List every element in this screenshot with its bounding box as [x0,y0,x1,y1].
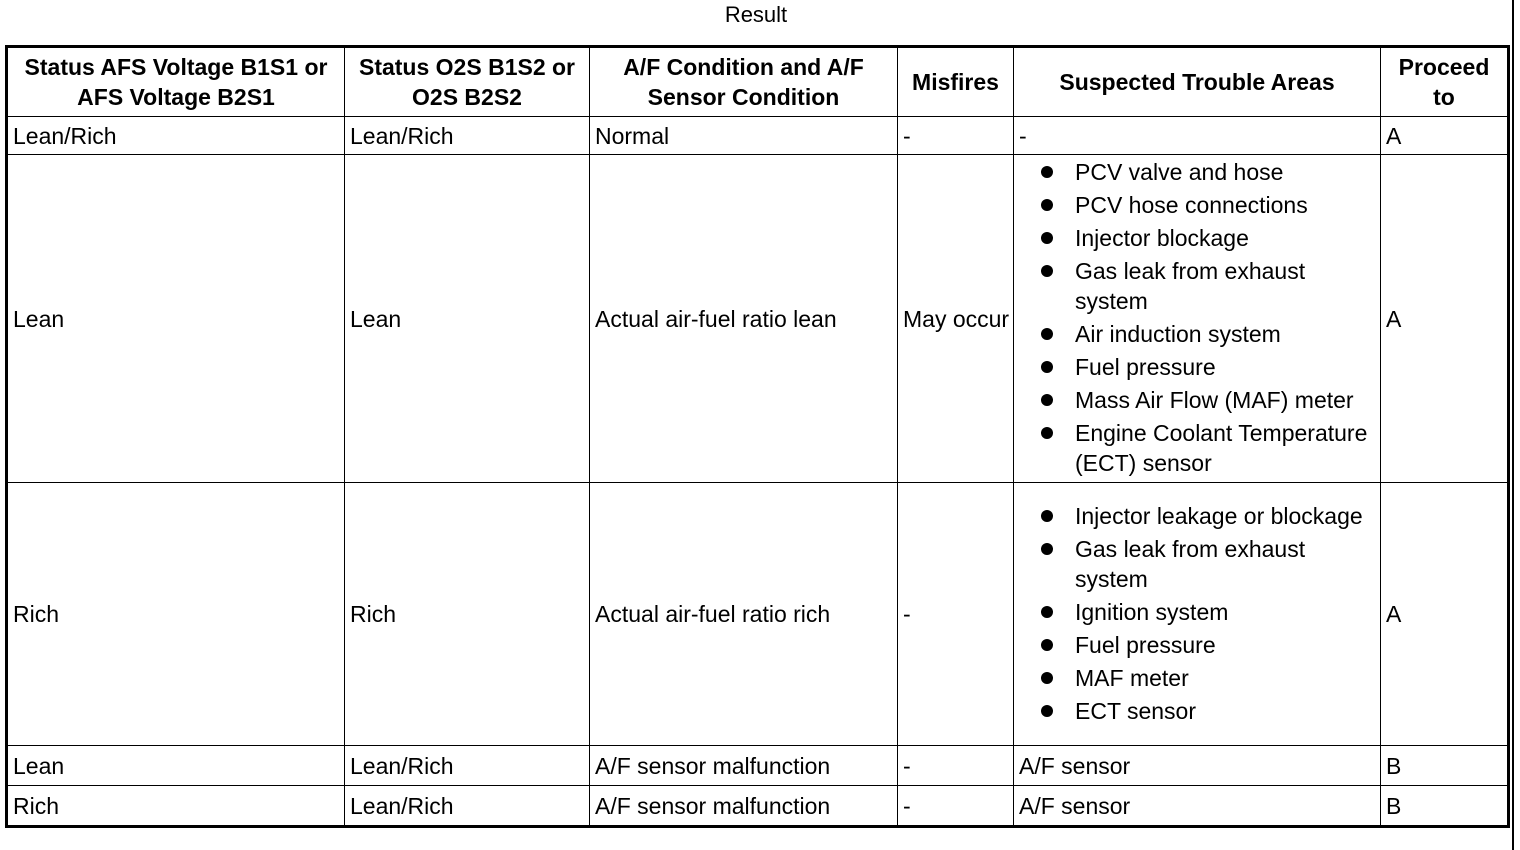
cell-misfires: - [898,483,1014,746]
cell-o2s: Lean/Rich [345,786,590,827]
table-row [7,786,1509,827]
bullet-icon [1041,328,1053,340]
list-item [1035,418,1380,478]
table-title: Result [724,2,788,27]
list-item-label: PCV valve and hose [1075,159,1284,185]
result-table [5,45,1510,828]
cell-misfires: - [898,117,1014,155]
header-misfires: Misfires [898,47,1014,117]
list-item-label: Ignition system [1075,598,1229,625]
table-row [7,746,1509,786]
cell-condition: Actual air-fuel ratio lean [590,155,898,483]
list-item [1035,534,1380,594]
header-afs-voltage: Status AFS Voltage B1S1 or AFS Voltage B2S1 [7,47,345,117]
cell-trouble-areas: - [1014,117,1381,155]
cell-afs: Lean/Rich [7,117,345,155]
cell-proceed: A [1381,117,1509,155]
header-proceed-to: Proceed to [1381,47,1509,117]
cell-proceed: B [1381,786,1509,827]
list-item [1035,352,1380,382]
table-row [7,483,1509,746]
bullet-icon [1041,543,1053,555]
list-item-label: PCV hose connections [1075,192,1308,218]
cell-misfires: - [898,786,1014,827]
list-item [1035,256,1380,316]
cell-condition: A/F sensor malfunction [590,786,898,827]
list-item [1035,630,1380,660]
cell-condition: Normal [590,117,898,155]
list-item-label: Fuel pressure [1075,354,1216,380]
header-row [7,47,1509,117]
page-right-rule [1512,0,1514,850]
bullet-icon [1041,427,1053,439]
trouble-areas-list [1019,501,1380,726]
cell-proceed: B [1381,746,1509,786]
list-item-label: Mass Air Flow (MAF) meter [1075,387,1354,413]
table-row [7,155,1509,483]
bullet-icon [1041,394,1053,406]
list-item-label: Air induction system [1075,321,1281,347]
list-item-label: Engine Coolant Temperature (ECT) sensor [1075,420,1368,476]
header-af-condition: A/F Condition and A/F Sensor Condition [590,47,898,117]
list-item-label: Fuel pressure [1075,631,1216,658]
bullet-icon [1041,166,1053,178]
cell-misfires: May occur [898,155,1014,483]
list-item [1035,597,1380,627]
list-item [1035,157,1380,187]
list-item-label: ECT sensor [1075,697,1197,724]
bullet-icon [1041,705,1053,717]
list-item-label: Injector blockage [1075,225,1249,251]
bullet-icon [1041,232,1053,244]
bullet-icon [1041,606,1053,618]
bullet-icon [1041,361,1053,373]
cell-afs: Rich [7,483,345,746]
bullet-icon [1041,265,1053,277]
cell-o2s: Lean [345,155,590,483]
cell-afs: Rich [7,786,345,827]
cell-o2s: Lean/Rich [345,117,590,155]
cell-trouble-areas [1014,155,1381,483]
cell-proceed: A [1381,155,1509,483]
list-item [1035,385,1380,415]
header-o2s-status: Status O2S B1S2 or O2S B2S2 [345,47,590,117]
cell-afs: Lean [7,746,345,786]
list-item [1035,663,1380,693]
bullet-icon [1041,639,1053,651]
table-row [7,117,1509,155]
cell-o2s: Rich [345,483,590,746]
cell-condition: Actual air-fuel ratio rich [590,483,898,746]
bullet-icon [1041,199,1053,211]
trouble-areas-list [1019,157,1380,478]
cell-proceed: A [1381,483,1509,746]
cell-trouble-areas [1014,483,1381,746]
list-item-label: MAF meter [1075,664,1189,691]
cell-misfires: - [898,746,1014,786]
list-item [1035,696,1380,726]
list-item-label: Gas leak from exhaust system [1075,258,1306,314]
cell-afs: Lean [7,155,345,483]
list-item-label: Injector leakage or blockage [1075,502,1363,529]
list-item [1035,319,1380,349]
bullet-icon [1041,510,1053,522]
cell-trouble-areas: A/F sensor [1014,786,1381,827]
cell-condition: A/F sensor malfunction [590,746,898,786]
list-item-label: Gas leak from exhaust system [1075,535,1306,592]
cell-o2s: Lean/Rich [345,746,590,786]
header-trouble-areas: Suspected Trouble Areas [1014,47,1381,117]
list-item [1035,501,1380,531]
list-item [1035,223,1380,253]
bullet-icon [1041,672,1053,684]
list-item [1035,190,1380,220]
cell-trouble-areas: A/F sensor [1014,746,1381,786]
